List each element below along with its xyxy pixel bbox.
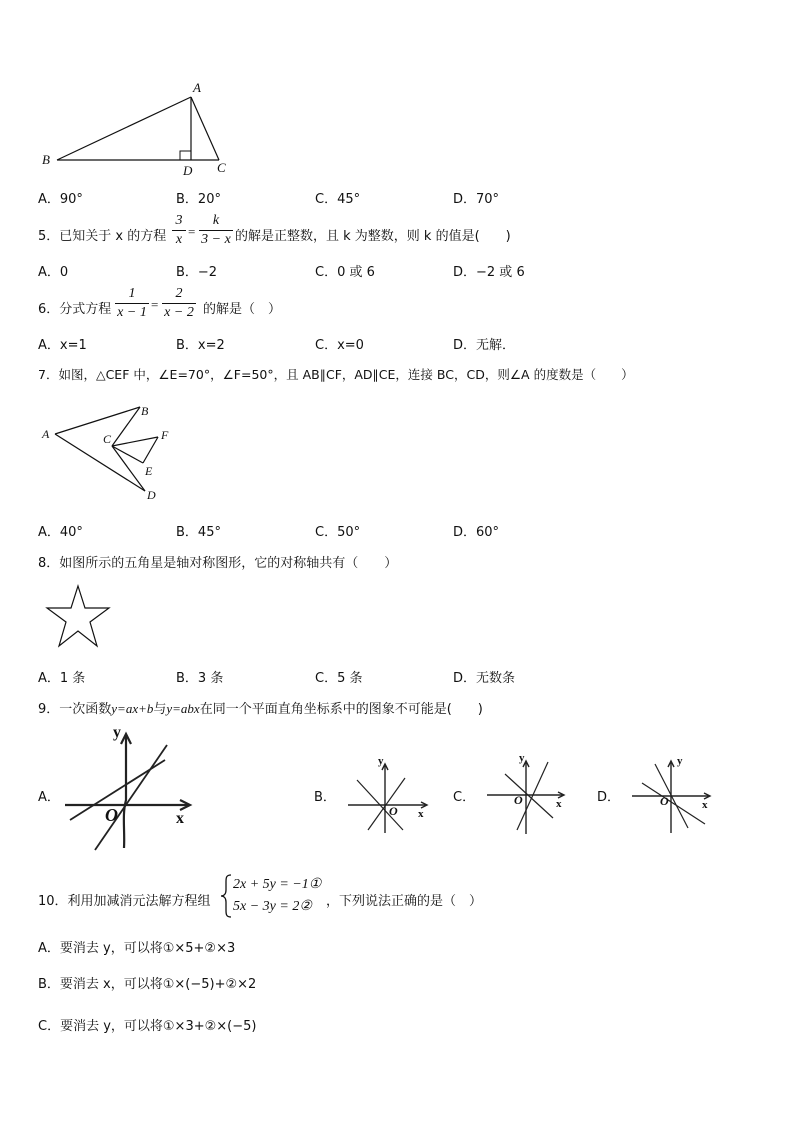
q7-label-c: C — [103, 432, 112, 446]
q10-option-c: C．要消去 y，可以将①×3+②×(−5) — [38, 1019, 257, 1034]
label-a: A — [193, 80, 201, 95]
q5-option-b: B．−2 — [176, 265, 218, 280]
q6-equals: = — [151, 297, 159, 312]
q7-label-a: A — [42, 427, 50, 441]
q6-option-d: D．无解． — [453, 338, 516, 353]
q9-a-x-label: x — [176, 810, 184, 827]
q8-option-d: D．无数条 — [453, 671, 516, 686]
q6-suffix: 的解是（ ） — [203, 302, 282, 317]
q5-fraction-1: 3 x — [172, 213, 186, 248]
q10-prefix: 10．利用加减消元法解方程组 — [38, 894, 211, 909]
q8-option-c: C．5 条 — [315, 671, 363, 686]
q5-option-a: A．0 — [38, 265, 69, 280]
q9-d-x-label: x — [702, 799, 708, 811]
q9-b-y-label: y — [378, 755, 384, 767]
q9-b-origin: O — [389, 804, 398, 818]
q7-label-f: F — [161, 428, 169, 442]
q5-suffix: 的解是正整数，且 k 为整数，则 k 的值是( ) — [235, 229, 511, 244]
q9-option-a-label: A． — [38, 790, 60, 805]
q6-option-b: B．x=2 — [176, 338, 225, 353]
q7-label-d: D — [147, 488, 156, 502]
q7-label-e: E — [145, 464, 153, 478]
q5-fraction-2: k 3 − x — [199, 213, 233, 248]
q4-option-c: C．45° — [315, 192, 361, 207]
q7-option-b: B．45° — [176, 525, 221, 540]
label-b: B — [42, 152, 50, 167]
label-c: C — [217, 160, 226, 175]
q9-option-d-label: D． — [597, 790, 621, 805]
q10-suffix: ，下列说法正确的是（ ） — [326, 894, 483, 909]
q10-option-b: B．要消去 x，可以将①×(−5)+②×2 — [38, 977, 257, 992]
q4-option-b: B．20° — [176, 192, 221, 207]
q9-a-y-label: y — [113, 724, 121, 741]
q8-option-b: B．3 条 — [176, 671, 224, 686]
label-d: D — [183, 163, 193, 178]
q5-option-c: C．0 或 6 — [315, 265, 375, 280]
q9-a-origin: O — [105, 805, 118, 825]
q7-label-b: B — [141, 404, 149, 418]
q4-option-a: A．90° — [38, 192, 83, 207]
q10-equation-2: 5x − 3y = 2② — [233, 899, 312, 914]
q7-option-d: D．60° — [453, 525, 500, 540]
q10-option-a: A．要消去 y，可以将①×5+②×3 — [38, 941, 236, 956]
q6-option-a: A．x=1 — [38, 338, 87, 353]
q9-option-c-label: C． — [453, 790, 476, 805]
q6-fraction-1: 1 x − 1 — [115, 286, 149, 321]
q7-option-a: A．40° — [38, 525, 83, 540]
q6-option-c: C．x=0 — [315, 338, 364, 353]
q8-text: 8．如图所示的五角星是轴对称图形，它的对称轴共有（ ） — [38, 556, 398, 571]
q7-text: 7．如图，△CEF 中，∠E=70°，∠F=50°，且 AB∥CF，AD∥CE，连接 BC，CD，则∠A 的度数是（ ） — [38, 367, 634, 382]
q4-option-d: D．70° — [453, 192, 500, 207]
q5-equals: = — [188, 224, 196, 239]
q6-prefix: 6．分式方程 — [38, 302, 112, 317]
q8-option-a: A．1 条 — [38, 671, 86, 686]
q9-option-b-label: B． — [314, 790, 336, 805]
q9-text: 9．一次函数y=ax+b与y=abx在同一个平面直角坐标系中的图象不可能是( ) — [38, 701, 483, 717]
q10-equation-1: 2x + 5y = −1① — [233, 877, 322, 892]
q9-c-x-label: x — [556, 798, 562, 810]
q5-prefix: 5．已知关于 x 的方程 — [38, 229, 167, 244]
q9-d-origin: O — [660, 794, 669, 808]
q9-c-y-label: y — [519, 752, 525, 764]
q9-d-y-label: y — [677, 755, 683, 767]
q9-c-origin: O — [514, 793, 523, 807]
q5-option-d: D．−2 或 6 — [453, 265, 525, 280]
q7-option-c: C．50° — [315, 525, 361, 540]
q6-fraction-2: 2 x − 2 — [162, 286, 196, 321]
q9-b-x-label: x — [418, 808, 424, 820]
